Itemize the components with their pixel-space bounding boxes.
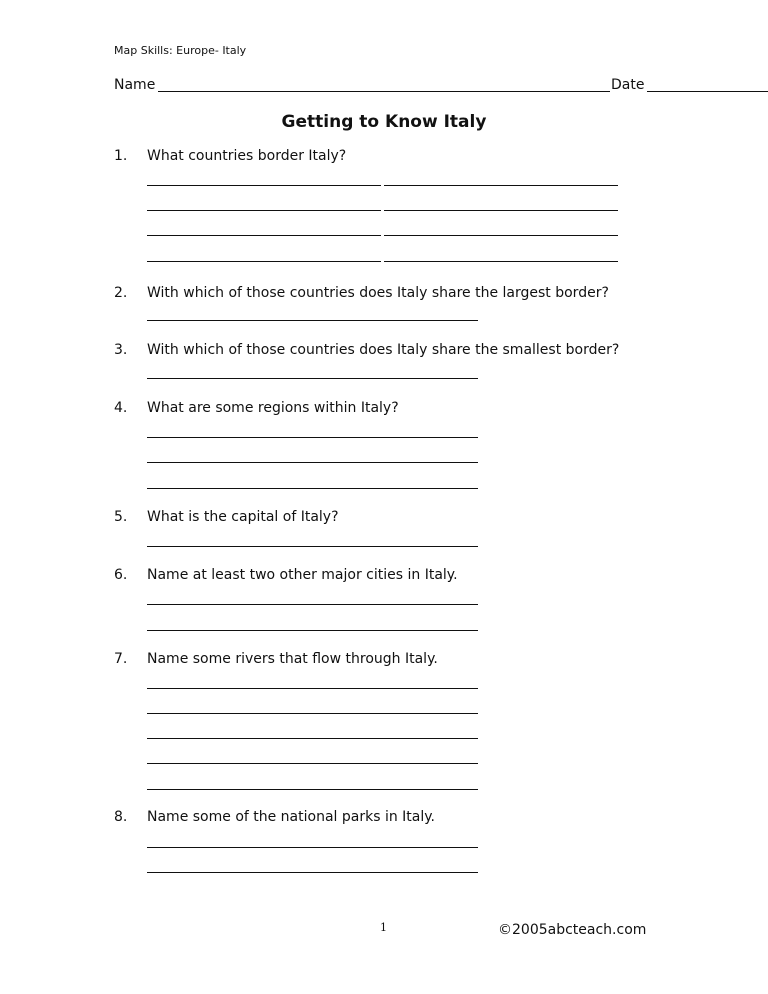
- question-8-answer-line[interactable]: [147, 872, 478, 873]
- question-1-answer-line[interactable]: [384, 210, 618, 211]
- question-5-answer-line[interactable]: [147, 546, 478, 547]
- question-6-answer-line[interactable]: [147, 604, 478, 605]
- date-label: Date: [611, 77, 645, 93]
- question-1-answer-line[interactable]: [147, 235, 381, 236]
- question-3-text: With which of those countries does Italy share the smallest border?: [147, 342, 620, 358]
- question-7-answer-line[interactable]: [147, 713, 478, 714]
- question-2-number: 2.: [114, 285, 128, 301]
- question-1-answer-line[interactable]: [147, 210, 381, 211]
- question-4-number: 4.: [114, 400, 128, 416]
- question-4-answer-line[interactable]: [147, 462, 478, 463]
- question-1-number: 1.: [114, 148, 128, 164]
- question-5-number: 5.: [114, 509, 128, 525]
- question-1-answer-line[interactable]: [147, 261, 381, 262]
- question-5-text: What is the capital of Italy?: [147, 509, 339, 525]
- question-1-answer-line[interactable]: [384, 235, 618, 236]
- date-answer-line[interactable]: [647, 91, 768, 92]
- question-1-text: What countries border Italy?: [147, 148, 347, 164]
- question-2-answer-line[interactable]: [147, 320, 478, 321]
- question-7-number: 7.: [114, 651, 128, 667]
- question-6-number: 6.: [114, 567, 128, 583]
- question-7-answer-line[interactable]: [147, 738, 478, 739]
- question-6-answer-line[interactable]: [147, 630, 478, 631]
- question-7-answer-line[interactable]: [147, 688, 478, 689]
- question-3-number: 3.: [114, 342, 128, 358]
- name-date-row: [114, 77, 655, 95]
- name-answer-line[interactable]: [158, 91, 610, 92]
- question-8-number: 8.: [114, 809, 128, 825]
- question-1-answer-line[interactable]: [384, 261, 618, 262]
- copyright-text: ©2005abcteach.com: [498, 922, 647, 938]
- question-1-answer-line[interactable]: [147, 185, 381, 186]
- header-title: Map Skills: Europe- Italy: [114, 44, 247, 57]
- question-7-text: Name some rivers that flow through Italy.: [147, 651, 438, 667]
- question-2-text: With which of those countries does Italy share the largest border?: [147, 285, 609, 301]
- question-4-answer-line[interactable]: [147, 437, 478, 438]
- question-8-answer-line[interactable]: [147, 847, 478, 848]
- page-number: 1: [380, 921, 387, 934]
- question-7-answer-line[interactable]: [147, 789, 478, 790]
- question-4-text: What are some regions within Italy?: [147, 400, 399, 416]
- question-7-answer-line[interactable]: [147, 763, 478, 764]
- page-title: Getting to Know Italy: [281, 112, 487, 132]
- question-6-text: Name at least two other major cities in Italy.: [147, 567, 458, 583]
- name-label: Name: [114, 77, 156, 93]
- question-1-answer-line[interactable]: [384, 185, 618, 186]
- question-3-answer-line[interactable]: [147, 378, 478, 379]
- question-8-text: Name some of the national parks in Italy.: [147, 809, 435, 825]
- question-4-answer-line[interactable]: [147, 488, 478, 489]
